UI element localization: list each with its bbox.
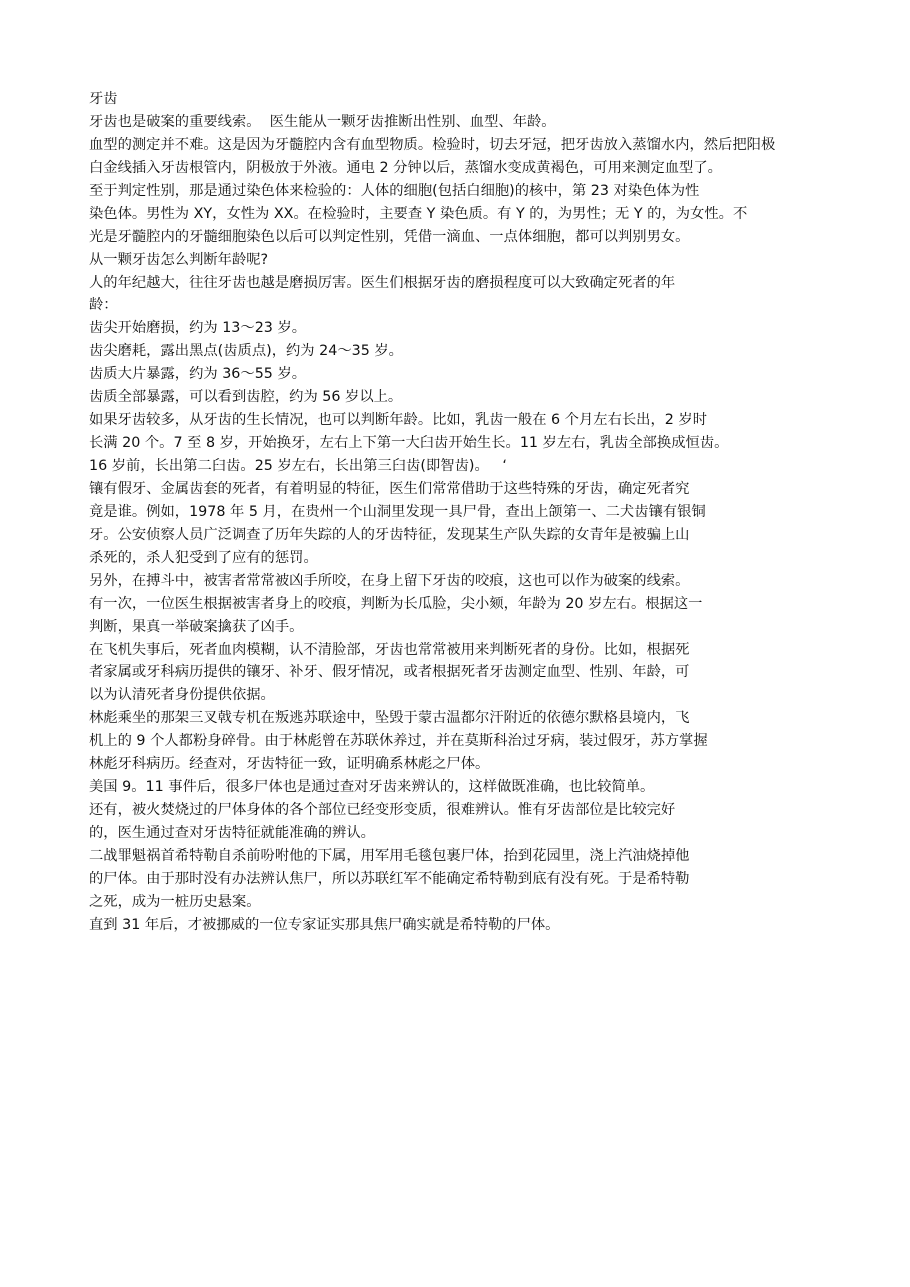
text-line: 长满 20 个。7 至 8 岁，开始换牙，左右上下第一大臼齿开始生长。11 岁左右，乳齿全部换成恒齿。 [89, 435, 729, 452]
text-line: 直到 31 年后，才被挪威的一位专家证实那具焦尸确实就是希特勒的尸体。 [89, 916, 560, 933]
text-line: 16 岁前，长出第二臼齿。25 岁左右，长出第三臼齿(即智齿)。 ‘ [89, 458, 507, 474]
text-line: 染色体。男性为 XY，女性为 XX。在检验时，主要查 Y 染色质。有 Y 的，为男性；无 Y 的，为女性。不 [89, 205, 748, 222]
text-line: 齿尖磨耗，露出黑点(齿质点)，约为 24～35 岁。 [89, 343, 403, 360]
text-line: 血型的测定并不难。这是因为牙髓腔内含有血型物质。检验时，切去牙冠，把牙齿放入蒸馏水内，然后把阳极 [89, 136, 776, 153]
text-line: 林彪乘坐的那架三叉戟专机在叛逃苏联途中，坠毁于蒙古温都尔汗附近的依德尔默格县境内，飞 [89, 710, 690, 727]
document-title: 牙齿 [89, 91, 118, 107]
text-line: 杀死的，杀人犯受到了应有的惩罚。 [89, 549, 318, 566]
text-line: 林彪牙科病历。经查对，牙齿特征一致，证明确系林彪之尸体。 [89, 756, 490, 773]
text-line: 在飞机失事后，死者血肉模糊，认不清脸部，牙齿也常常被用来判断死者的身份。比如，根据死 [89, 641, 690, 658]
text-line: 如果牙齿较多，从牙齿的生长情况，也可以判断年龄。比如，乳齿一般在 6 个月左右长出，2 岁时 [89, 412, 707, 429]
text-line: 至于判定性别，那是通过染色体来检验的：人体的细胞(包括白细胞)的核中，第 23 对染色体为性 [89, 182, 700, 199]
text-line: 齿质全部暴露，可以看到齿腔，约为 56 岁以上。 [89, 389, 403, 406]
text-line: 齿尖开始磨损，约为 13～23 岁。 [89, 320, 307, 337]
text-line: 人的年纪越大，往往牙齿也越是磨损厉害。医生们根据牙齿的磨损程度可以大致确定死者的年 [89, 274, 676, 291]
text-line: 牙。公安侦察人员广泛调查了历年失踪的人的牙齿特征，发现某生产队失踪的女青年是被骗上山 [89, 526, 690, 543]
text-line: 还有，被火焚烧过的尸体身体的各个部位已经变形变质，很难辨认。惟有牙齿部位是比较完好 [89, 802, 676, 819]
text-line: 以为认清死者身份提供依据。 [89, 687, 275, 704]
text-line: 光是牙髓腔内的牙髓细胞染色以后可以判定性别，凭借一滴血、一点体细胞，都可以判别男女。 [89, 228, 690, 245]
text-line: 齿质大片暴露，约为 36～55 岁。 [89, 366, 307, 383]
text-line: 镶有假牙、金属齿套的死者，有着明显的特征，医生们常常借助于这些特殊的牙齿，确定死者究 [89, 480, 690, 497]
text-line: 机上的 9 个人都粉身碎骨。由于林彪曾在苏联休养过，并在莫斯科治过牙病，装过假牙，苏方掌握 [89, 733, 708, 750]
text-line: 白金线插入牙齿根管内，阴极放于外液。通电 2 分钟以后，蒸馏水变成黄褐色，可用来测定血型了。 [89, 159, 722, 176]
text-line: 龄： [89, 297, 118, 314]
text-line: 之死，成为一桩历史悬案。 [89, 893, 261, 910]
text-line: 二战罪魁祸首希特勒自杀前吩咐他的下属，用军用毛毯包裹尸体，抬到花园里，浇上汽油烧掉他 [89, 847, 690, 864]
text-line: 有一次，一位医生根据被害者身上的咬痕，判断为长瓜脸，尖小颏，年龄为 20 岁左右。根据这一 [89, 595, 703, 612]
text-line: 牙齿也是破案的重要线索。 医生能从一颗牙齿推断出性别、血型、年龄。 [89, 113, 556, 130]
text-line: 美国 9。11 事件后，很多尸体也是通过查对牙齿来辨认的，这样做既准确，也比较简单。 [89, 779, 655, 796]
text-line: 者家属或牙科病历提供的镶牙、补牙、假牙情况，或者根据死者牙齿测定血型、性别、年龄，可 [89, 664, 690, 681]
text-line: 从一颗牙齿怎么判断年龄呢? [89, 251, 269, 268]
text-line: 另外，在搏斗中，被害者常常被凶手所咬，在身上留下牙齿的咬痕，这也可以作为破案的线索。 [89, 572, 690, 589]
text-line: 竟是谁。例如，1978 年 5 月，在贵州一个山洞里发现一具尸骨，查出上颌第一、二犬齿镶有银铜 [89, 503, 706, 520]
document-body [89, 88, 904, 937]
text-line: 判断，果真一举破案擒获了凶手。 [89, 618, 304, 635]
text-line: 的尸体。由于那时没有办法辨认焦尸，所以苏联红军不能确定希特勒到底有没有死。于是希特勒 [89, 870, 690, 887]
text-line: 的，医生通过查对牙齿特征就能准确的辨认。 [89, 825, 375, 841]
